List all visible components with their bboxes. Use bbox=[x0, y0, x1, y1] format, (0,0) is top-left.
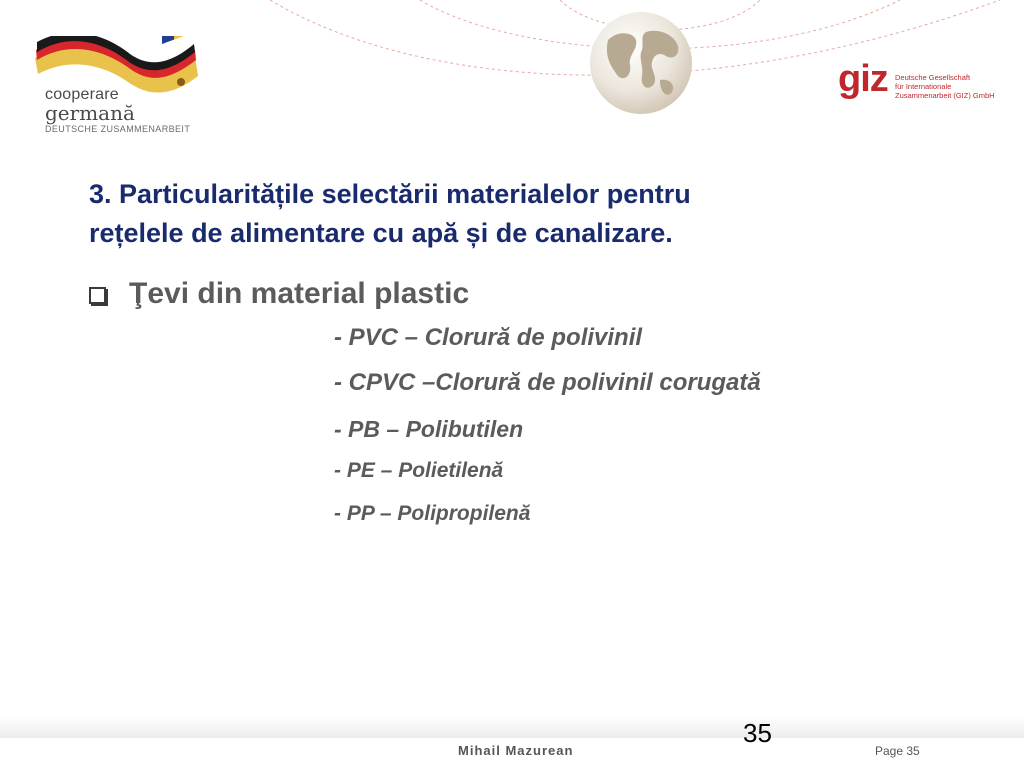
bullet-heading-text: Ţevi din material plastic bbox=[129, 277, 470, 310]
list-item: - PP – Polipropilenă bbox=[334, 502, 531, 525]
cooperare-germana-logo bbox=[0, 0, 240, 180]
logo-line-deutsche: DEUTSCHE ZUSAMMENARBEIT bbox=[45, 124, 191, 134]
list-item: - PE – Polietilenă bbox=[334, 459, 504, 482]
footer-author: Mihail Mazurean bbox=[458, 743, 574, 758]
giz-logo-mark: giz bbox=[838, 58, 888, 100]
bullet-heading bbox=[89, 276, 469, 312]
slide-title bbox=[89, 175, 889, 253]
list-item: - CPVC –Clorură de polivinil corugată bbox=[334, 369, 761, 396]
footer-page-label: Page 35 bbox=[875, 744, 920, 758]
list-item: - PVC – Clorură de polivinil bbox=[334, 324, 643, 351]
logo-line-germana: germană bbox=[45, 101, 135, 125]
list-item: - PB – Polibutilen bbox=[334, 416, 524, 442]
giz-logo bbox=[838, 58, 1008, 112]
title-line-2: rețelele de alimentare cu apă și de canalizare. bbox=[89, 218, 673, 248]
checkbox-bullet-icon bbox=[89, 287, 106, 304]
globe-icon bbox=[588, 10, 694, 116]
logo-line-cooperare: cooperare bbox=[45, 86, 119, 103]
title-line-1: 3. Particularitățile selectării materialelor pentru bbox=[89, 179, 691, 209]
footer-band bbox=[0, 716, 1024, 738]
slide-number: 35 bbox=[743, 718, 772, 748]
giz-logo-text: Deutsche Gesellschaft für Internationale Zusammenarbeit (GIZ) GmbH bbox=[895, 73, 995, 100]
